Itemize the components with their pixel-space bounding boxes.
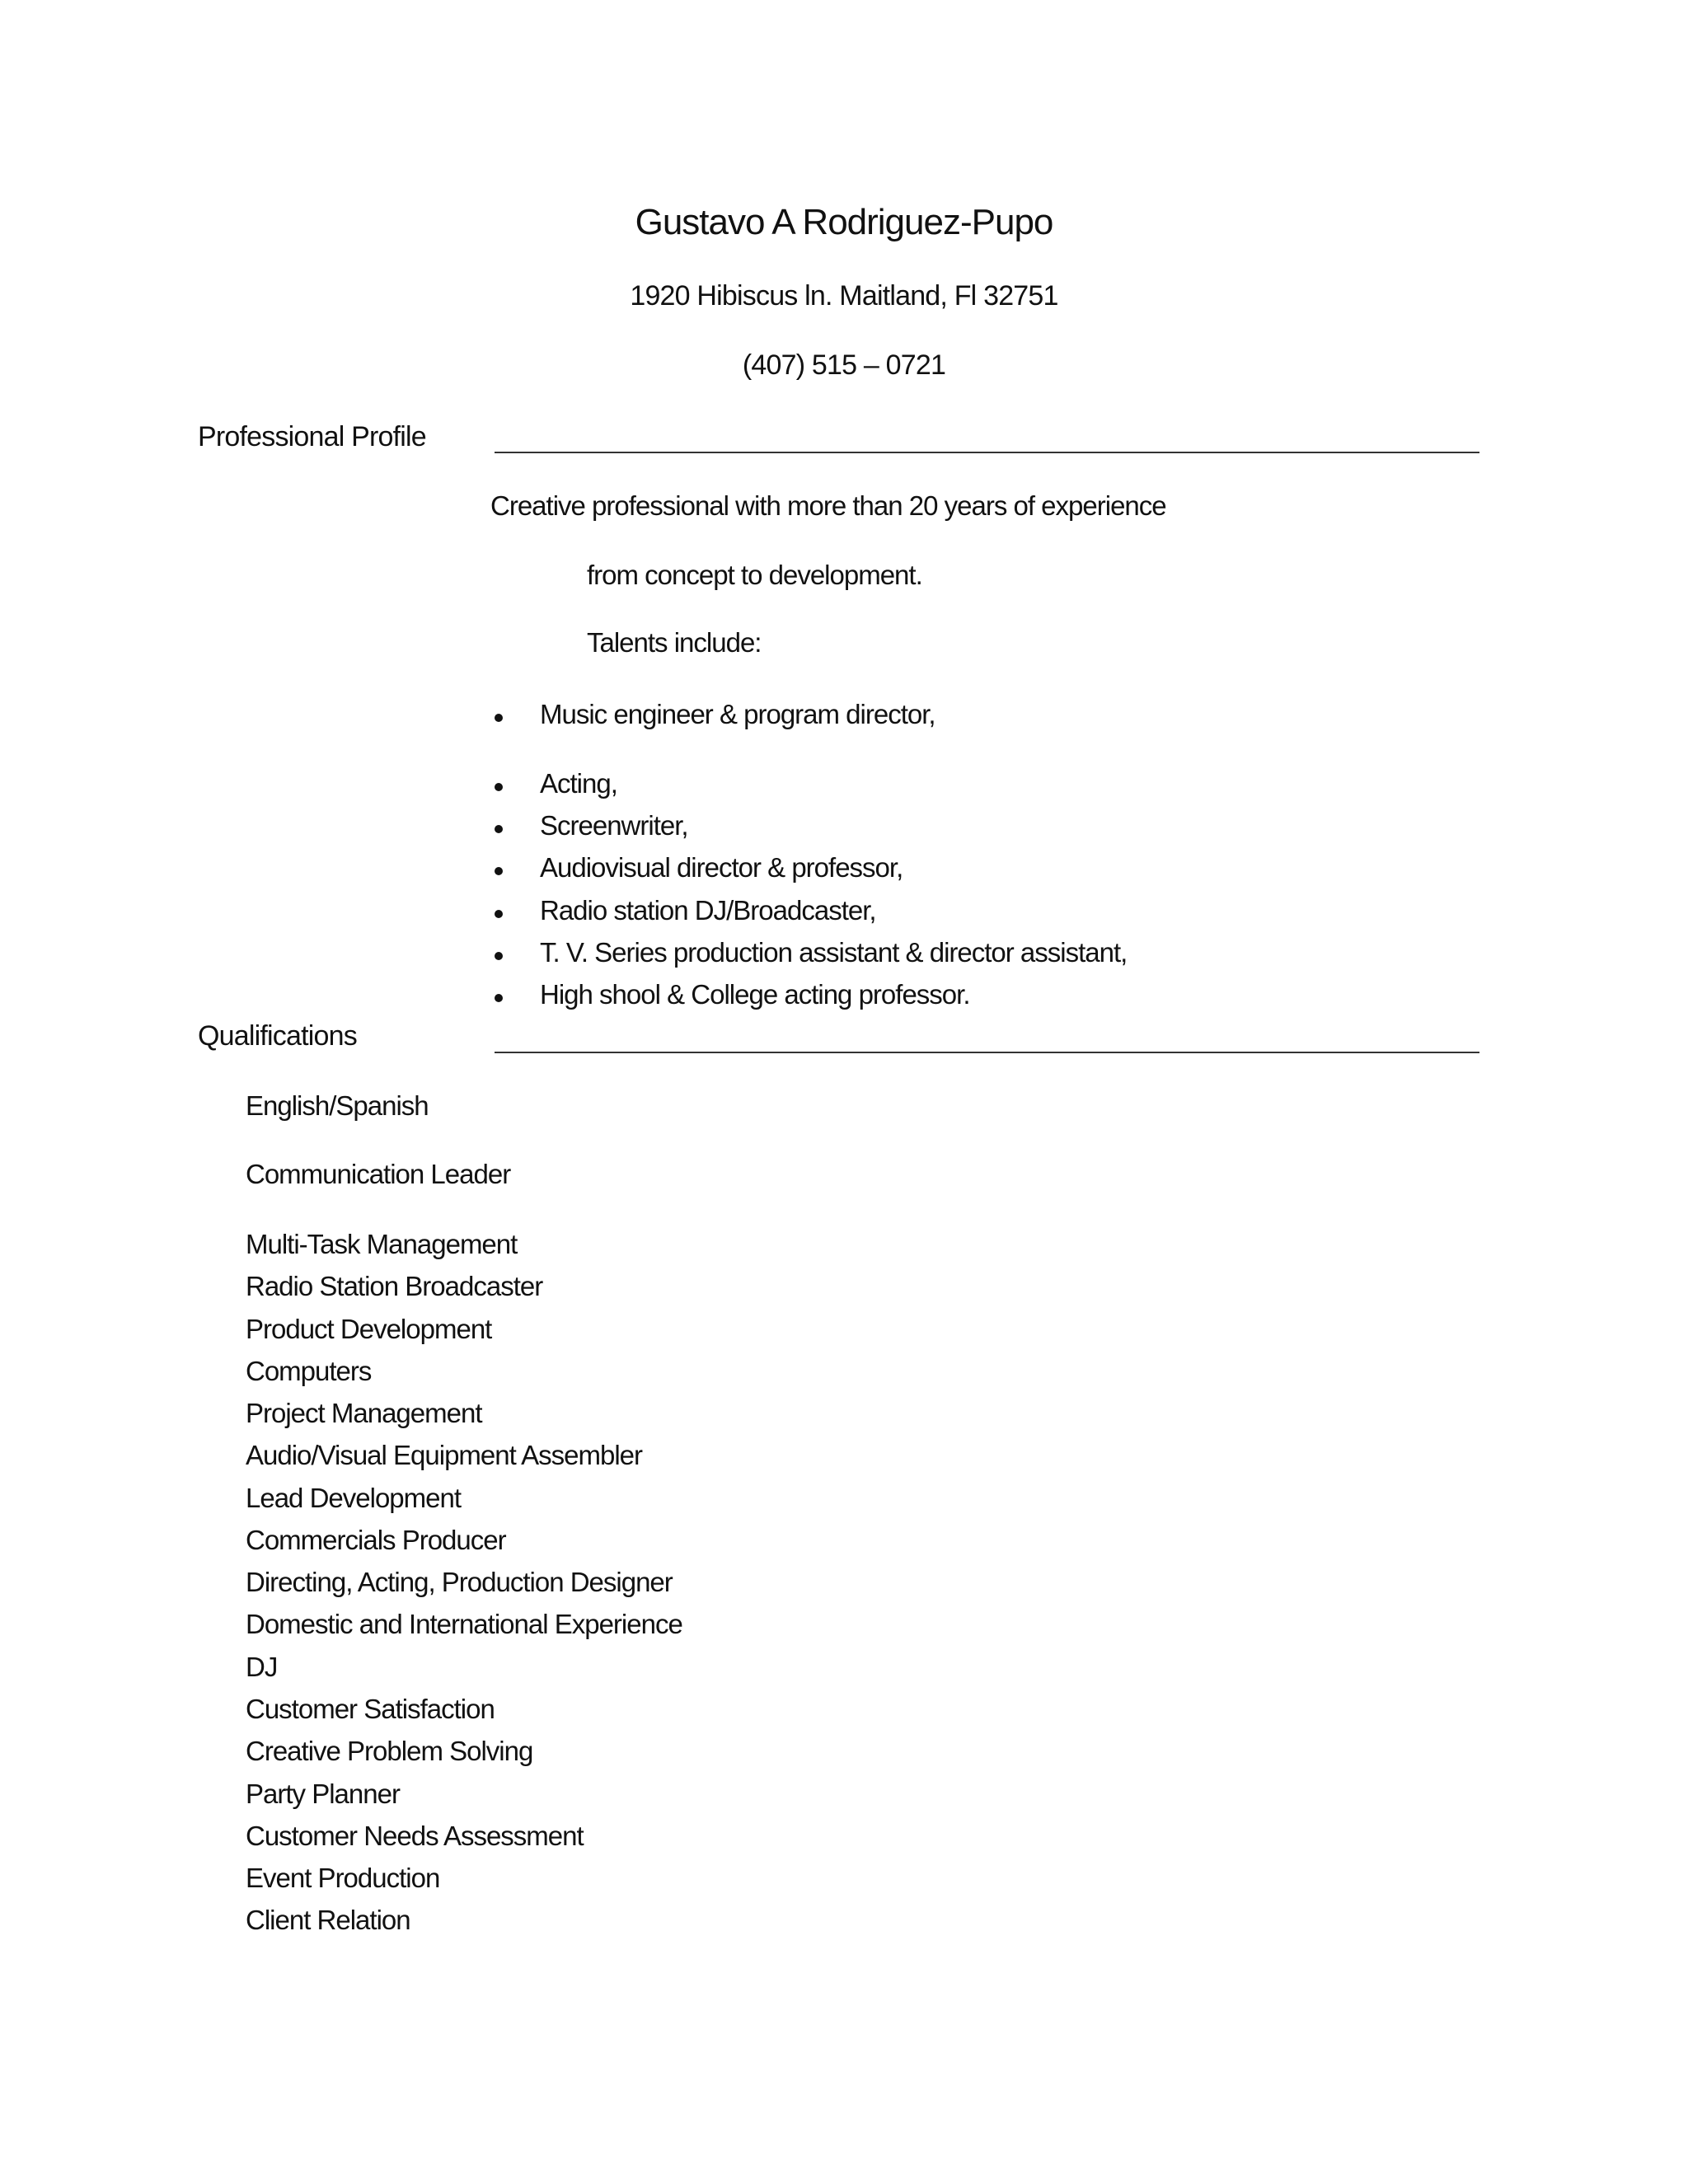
section-divider-profile (495, 452, 1479, 453)
section-divider-qualifications (495, 1052, 1479, 1053)
qualification-item: Lead Development (246, 1483, 462, 1513)
section-heading-qualifications: Qualifications (198, 1020, 357, 1052)
qualification-item: DJ (246, 1652, 278, 1682)
qualification-item: Multi-Task Management (246, 1229, 518, 1259)
qualification-item: Customer Satisfaction (246, 1694, 495, 1724)
qualification-item: Customer Needs Assessment (246, 1821, 584, 1851)
bullet-dot-icon (495, 952, 503, 960)
candidate-address: 1920 Hibiscus ln. Maitland, Fl 32751 (630, 280, 1058, 312)
bullet-dot-icon (495, 910, 503, 918)
qualification-item: English/Spanish (246, 1090, 429, 1121)
qualification-item: Commercials Producer (246, 1525, 506, 1555)
qualification-item: Project Management (246, 1398, 482, 1428)
candidate-phone: (407) 515 – 0721 (742, 349, 946, 381)
qualification-item: Creative Problem Solving (246, 1736, 533, 1766)
qualification-item: Client Relation (246, 1905, 410, 1935)
talent-item: Music engineer & program director, (540, 699, 935, 729)
bullet-dot-icon (495, 825, 503, 833)
qualification-item: Event Production (246, 1863, 440, 1893)
qualification-item: Party Planner (246, 1779, 400, 1809)
talent-item: Radio station DJ/Broadcaster, (540, 895, 876, 926)
bullet-dot-icon (495, 994, 503, 1002)
bullet-dot-icon (495, 867, 503, 875)
qualification-item: Computers (246, 1356, 372, 1386)
talent-item: Audiovisual director & professor, (540, 852, 903, 883)
candidate-name: Gustavo A Rodriguez-Pupo (635, 202, 1053, 242)
bullet-dot-icon (495, 783, 503, 791)
talent-item: Screenwriter, (540, 810, 688, 841)
qualification-item: Directing, Acting, Production Designer (246, 1567, 673, 1597)
bullet-dot-icon (495, 714, 503, 722)
qualification-item: Audio/Visual Equipment Assembler (246, 1440, 643, 1470)
profile-line-1: Creative professional with more than 20 years of experience (490, 490, 1166, 521)
talent-item: Acting, (540, 768, 617, 799)
section-heading-professional-profile: Professional Profile (198, 421, 426, 452)
profile-line-3: Talents include: (587, 627, 762, 658)
qualification-item: Radio Station Broadcaster (246, 1271, 543, 1301)
talent-item: High shool & College acting professor. (540, 979, 970, 1010)
qualification-item: Product Development (246, 1314, 492, 1344)
talent-item: T. V. Series production assistant & director assistant, (540, 937, 1128, 968)
qualification-item: Domestic and International Experience (246, 1609, 682, 1639)
profile-line-2: from concept to development. (587, 560, 922, 590)
qualification-item: Communication Leader (246, 1159, 511, 1189)
